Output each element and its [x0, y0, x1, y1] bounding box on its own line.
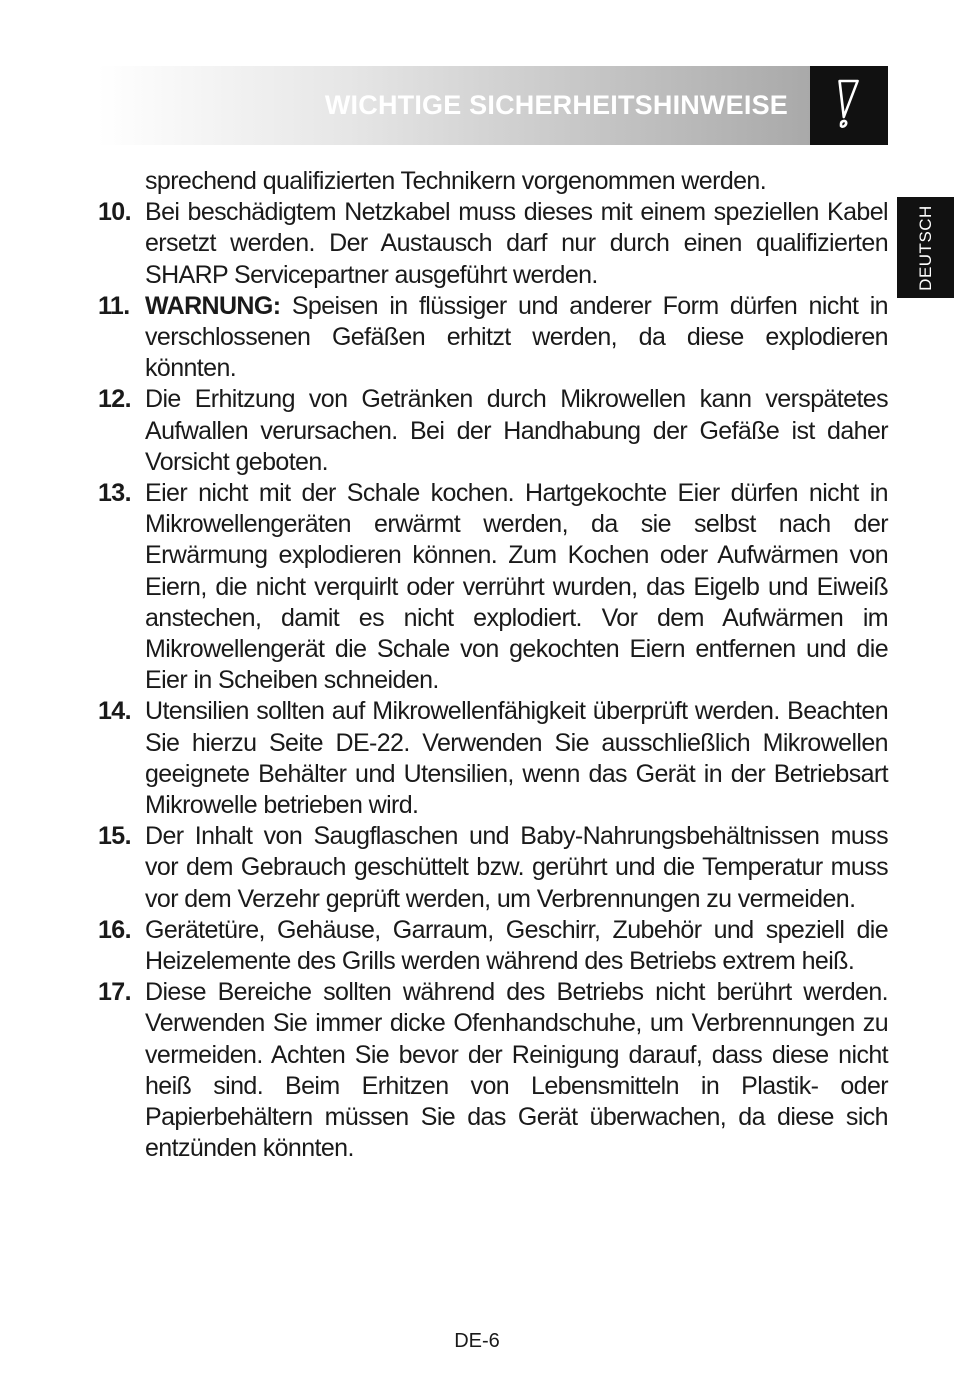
item-text: Der Inhalt von Saugflaschen und Baby-Nahrungsbehältnissen muss vor dem Gebrauch geschüttelt bzw. gerührt und die Temperatur muss vor dem Verzehr geprüft werden, um Verbrennungen zu vermeiden.	[145, 822, 888, 913]
item-text: Die Erhitzung von Getränken durch Mikrowellen kann verspätetes Aufwallen verursachen. Bei der Handhabung der Gefäße ist daher Vorsicht geboten.	[145, 385, 888, 476]
list-item	[98, 915, 888, 977]
list-item	[98, 696, 888, 821]
section-title: WICHTIGE SICHERHEITSHINWEISE	[324, 90, 788, 120]
item-text: Bei beschädigtem Netzkabel muss dieses mit einem speziellen Kabel ersetzt werden. Der Austausch darf nur durch einen qualifizierten SHARP Servicepartner ausgeführt werden.	[145, 198, 888, 289]
list-item	[98, 977, 888, 1164]
list-item	[98, 821, 888, 915]
item-text: Eier nicht mit der Schale kochen. Hartgekochte Eier dürfen nicht in Mikrowellengeräten erwärmt werden, da sie selbst nach der Erwärmung explodieren können. Zum Kochen oder Aufwärmen von Eiern, die nicht verquirlt oder verrührt wurden, das Eigelb und Eiweiß anstechen, damit es nicht explodiert. Vor dem Aufwärmen im Mikrowellengerät die Schale von gekochten Eiern entfernen und die Eier in Scheiben schneiden.	[145, 479, 888, 695]
language-tab-label: DEUTSCH	[915, 204, 935, 291]
warning-exclamation-icon	[832, 77, 866, 135]
item-number: 17.	[98, 978, 131, 1007]
section-header	[98, 66, 810, 145]
warning-icon-box	[810, 66, 888, 145]
item-number: 16.	[98, 915, 131, 944]
item-text-container	[145, 291, 888, 385]
page-number: DE-6	[454, 1330, 500, 1352]
item-number: 14.	[98, 697, 131, 726]
item-text: Speisen in flüssiger und anderer Form dürfen nicht in verschlossenen Gefäßen erhitzt werden, da diese explodieren könnten.	[145, 291, 888, 383]
list-item	[98, 291, 888, 385]
list-item	[98, 478, 888, 696]
item-number: 15.	[98, 822, 131, 851]
item-text: Diese Bereiche sollten während des Betriebs nicht berührt werden. Verwenden Sie immer dicke Ofenhandschuhe, um Verbrennungen zu vermeiden. Achten Sie bevor der Reinigung darauf, dass diese nicht heiß sind. Beim Erhitzen von Lebensmitteln in Plastik- oder Papierbehältern müssen Sie das Gerät überwachen, da diese sich entzünden könnten.	[145, 978, 888, 1163]
list-item	[98, 197, 888, 291]
continuation-text: sprechend qualifizierten Technikern vorgenommen werden.	[145, 167, 767, 195]
item-number: 10.	[98, 198, 131, 227]
item-text: Utensilien sollten auf Mikrowellenfähigkeit überprüft werden. Beachten Sie hierzu Seite DE-22. Verwenden Sie ausschließlich Mikrowellen geeignete Behälter und Utensilien, wenn das Gerät in der Betriebsart Mikrowelle betrieben wird.	[145, 697, 888, 820]
item-number: 11.	[98, 291, 130, 320]
list-item	[98, 384, 888, 478]
language-tab	[897, 197, 954, 298]
item-text: Gerätetüre, Gehäuse, Garraum, Geschirr, Zubehör und speziell die Heizelemente des Grills werden während des Betriebs extrem heiß.	[145, 915, 888, 976]
safety-instructions	[98, 166, 888, 1165]
item-number: 13.	[98, 479, 131, 508]
item-number: 12.	[98, 385, 131, 414]
warning-label: WARNUNG:	[145, 291, 281, 320]
